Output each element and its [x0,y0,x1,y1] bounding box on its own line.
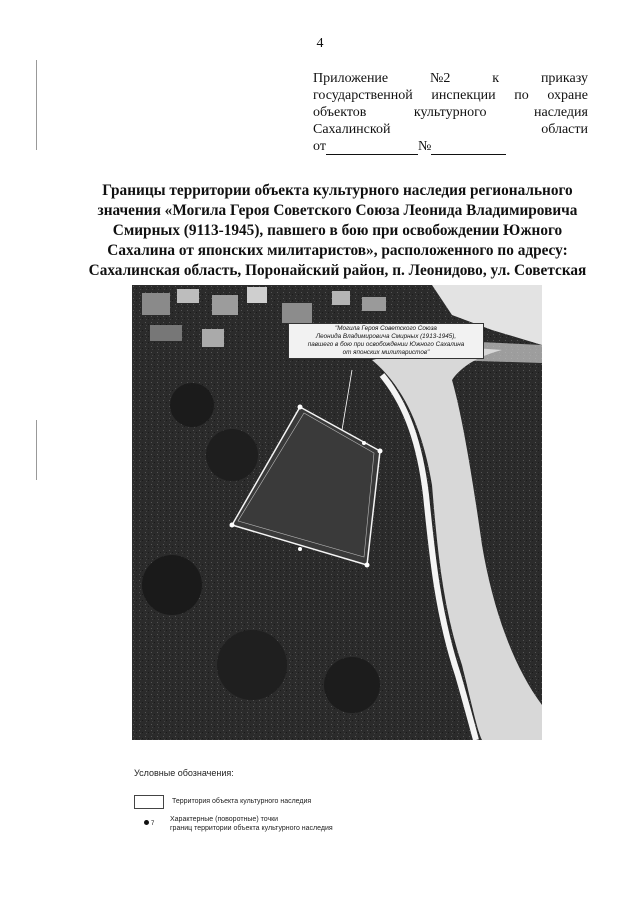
title-line: Сахалинская область, Поронайский район, п. Леонидово, ул. Советская [88,262,587,279]
appendix-line [313,121,588,138]
boundary-point [298,405,303,410]
margin-mark [36,420,37,480]
appendix-word: объектов [313,105,367,120]
legend [134,768,333,832]
tree-cluster [142,555,202,615]
legend-territory [134,795,311,809]
building [282,303,312,323]
appendix-line [313,87,588,104]
appendix-word: государственной [313,88,413,103]
appendix-word: Сахалинской [313,122,391,137]
appendix-word: Приложение [313,71,389,86]
tree-cluster [217,630,287,700]
legend-territory-label: Территория объекта культурного наследия [172,797,312,805]
title-line: Смирных (9113-1945), павшего в бою при освобождении Южного [112,222,563,239]
legend-title: Условные обозначения: [134,768,234,778]
appendix-word: наследия [533,105,588,120]
point-dot-icon [144,820,149,825]
building [362,297,386,311]
appendix-word: культурного [413,105,487,120]
appendix-word: к [492,71,500,86]
appendix-word: №2 [430,71,451,86]
map-label-line: Леонида Владимировича Смирных (1913-1945), [315,333,457,340]
building [142,293,170,315]
appendix-word: охране [547,88,588,103]
point-symbol [134,816,162,830]
appendix-word: по [514,88,529,103]
appendix-word: области [541,122,588,137]
building [247,287,267,303]
appendix-line [313,70,588,87]
title-line: Сахалина от японских милитаристов», расположенного по адресу: [107,242,568,259]
appendix-word: инспекции [431,88,496,103]
date-blank [326,141,418,155]
boundary-point [378,449,383,454]
map-label-line: "Могила Героя Советского Союза [335,325,437,332]
appendix-header [313,70,588,155]
boundary-point [365,563,370,568]
appendix-date-line [313,138,588,155]
tree-cluster [206,429,258,481]
tree-cluster [170,383,214,427]
title-line: Границы территории объекта культурного наследия регионального [102,182,573,199]
number-blank [431,141,506,155]
building [212,295,238,315]
point-number: 7 [151,821,155,827]
boundary-point [230,523,235,528]
date-prefix: от [313,139,326,154]
tree-cluster [324,657,380,713]
title-line: значения «Могила Героя Советского Союза Леонида Владимировича [97,202,578,219]
map-label [288,323,484,359]
legend-points-line: Характерные (поворотные) точки [170,816,279,823]
boundary-point [362,441,366,445]
appendix-line [313,104,588,121]
boundary-point [298,547,302,551]
map-label-line: павшего в бою при освобождении Южного Сахалина [307,341,465,348]
territory-swatch [134,795,164,809]
page-number: 4 [316,36,324,51]
document-title [60,181,615,281]
map-label-line: от японских милитаристов" [342,349,430,356]
legend-points-label [170,816,333,833]
building [202,329,224,347]
building [177,289,199,303]
building [332,291,350,305]
building [150,325,182,341]
appendix-word: приказу [540,71,588,86]
margin-mark [36,60,37,150]
number-prefix: № [417,139,432,154]
legend-points-line: границ территории объекта культурного наследия [170,824,333,832]
legend-points [134,816,333,833]
